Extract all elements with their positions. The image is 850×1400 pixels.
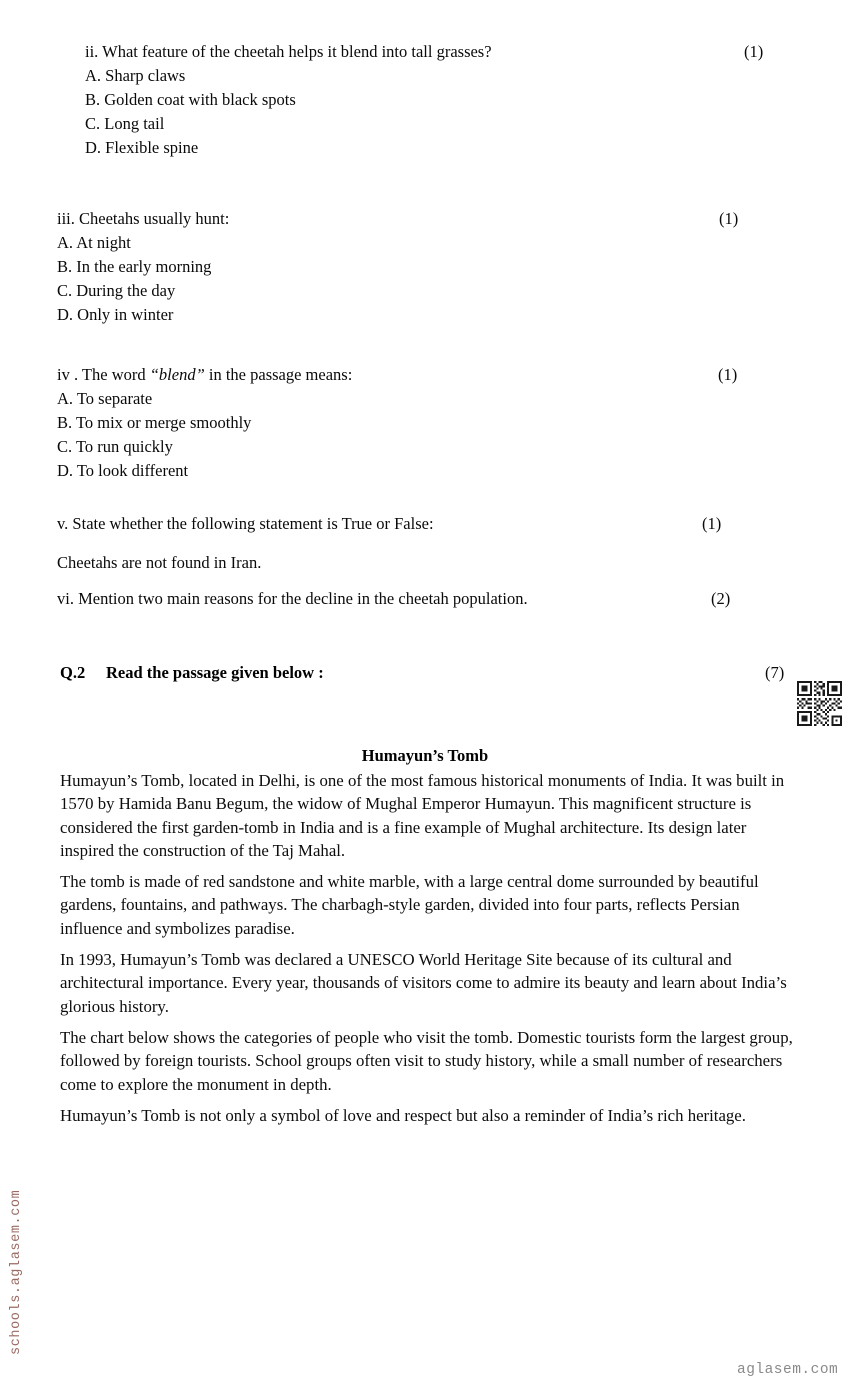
passage-paragraph-1: Humayun’s Tomb, located in Delhi, is one of the most famous historical monuments of India. It was built in 1570 by Hamida Banu Begum, the widow of Mughal Emperor Humayun. This magnificent structure is considered the first garden-tomb in India and is a fine example of Mughal architecture. Its design later inspired the construction of the Taj Mahal. [60, 771, 785, 861]
question2-instruction: Read the passage given below : [106, 663, 324, 682]
passage-paragraph-5: Humayun’s Tomb is not only a symbol of love and respect but also a reminder of India’s rich heritage. [60, 1106, 746, 1125]
passage-paragraph-2: The tomb is made of red sandstone and white marble, with a large central dome surrounded by beautiful gardens, fountains, and pathways. The charbagh-style garden, divided into four parts, reflects Persian influence and symbolizes paradise. [60, 872, 759, 938]
question-block-iii [57, 207, 229, 327]
question-option: D. Flexible spine [85, 138, 199, 158]
marks-iii: (1) [719, 209, 739, 228]
question-option: A. Sharp claws [85, 66, 186, 86]
question-stem-iv-italic: “blend” [149, 365, 205, 384]
question-option: A. To separate [57, 389, 153, 409]
question-option: C. During the day [57, 281, 176, 301]
question-option: D. To look different [57, 461, 189, 481]
statement-v-sub: Cheetahs are not found in Iran. [57, 553, 262, 572]
question-block-ii [85, 40, 492, 160]
qr-code [797, 681, 842, 726]
question-stem-iv [57, 363, 352, 387]
marks-vi: (2) [711, 589, 731, 608]
marks-v: (1) [702, 514, 722, 533]
marks-iv: (1) [718, 365, 738, 384]
passage-title: Humayun’s Tomb [361, 746, 489, 765]
watermark-side: schools.aglasem.com [9, 1189, 24, 1355]
question2-heading [60, 663, 324, 683]
statement-vi: vi. Mention two main reasons for the decline in the cheetah population. [57, 589, 528, 608]
question-stem-iii: iii. Cheetahs usually hunt: [57, 209, 230, 228]
question-option: C. Long tail [85, 114, 165, 134]
question-option: D. Only in winter [57, 305, 174, 325]
passage-paragraph-3: In 1993, Humayun’s Tomb was declared a UNESCO World Heritage Site because of its cultural and architectural importance. Every year, thousands of visitors come to admire its beauty and learn about India’s glorious history. [60, 950, 787, 1016]
question-stem-ii: ii. What feature of the cheetah helps it blend into tall grasses? [85, 42, 492, 61]
question-option: B. To mix or merge smoothly [57, 413, 252, 433]
watermark-bottom: aglasem.com [737, 1362, 839, 1378]
question-option: B. Golden coat with black spots [85, 90, 296, 110]
question2-number: Q.2 [60, 663, 86, 682]
marks-question2: (7) [765, 663, 785, 682]
question-option: B. In the early morning [57, 257, 212, 277]
question-block-iv [57, 363, 352, 483]
question-stem-iv-after: in the passage means: [204, 365, 353, 384]
question-option: C. To run quickly [57, 437, 173, 457]
question-option: A. At night [57, 233, 131, 253]
question-stem-iv-before: iv . The word [57, 365, 150, 384]
marks-ii: (1) [744, 42, 764, 61]
statement-v: v. State whether the following statement is True or False: [57, 514, 434, 533]
passage-paragraph-4: The chart below shows the categories of people who visit the tomb. Domestic tourists form the largest group, followed by foreign tourists. School groups often visit to study history, while a small number of researchers come to explore the monument in depth. [60, 1028, 793, 1094]
